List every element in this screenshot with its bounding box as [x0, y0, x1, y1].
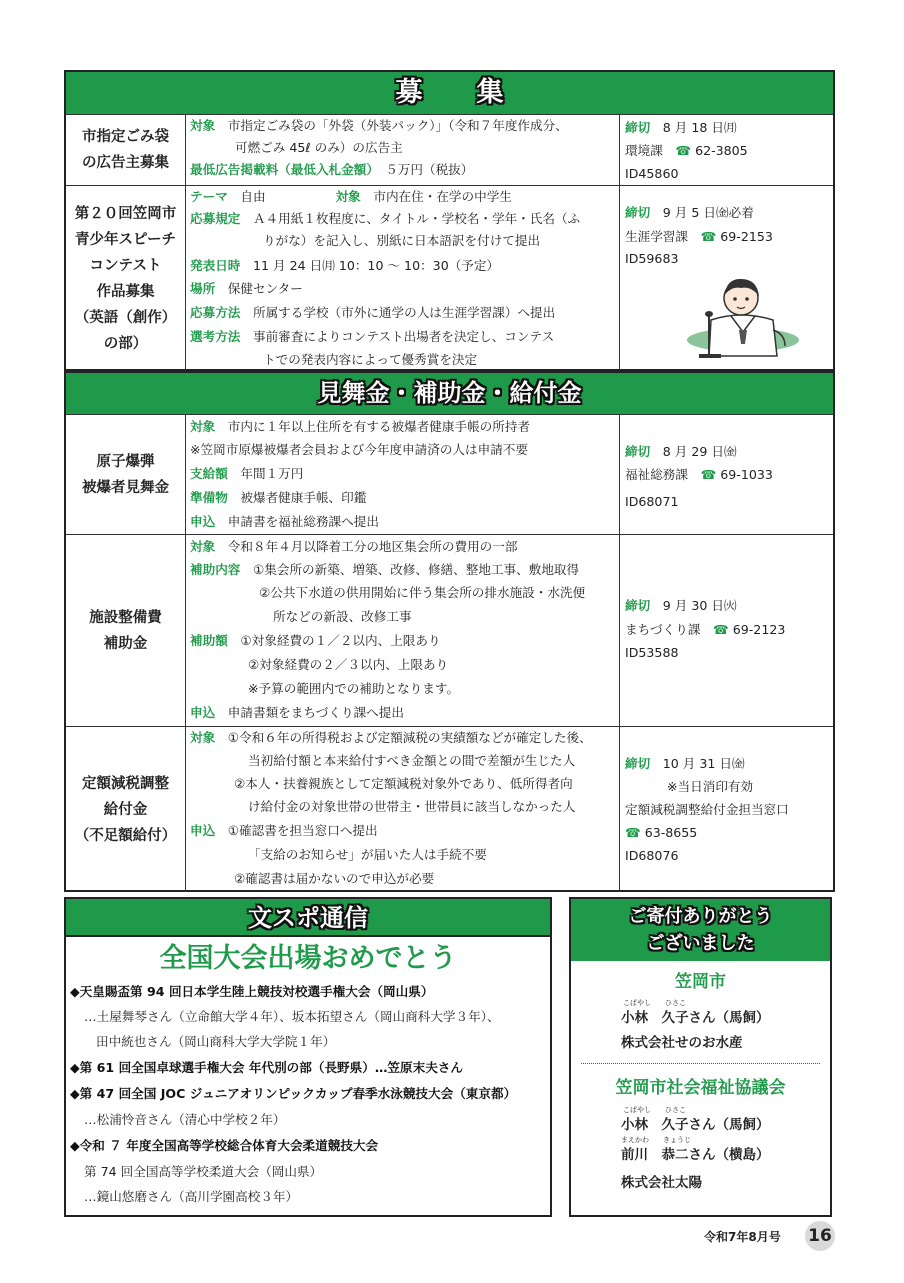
label-rule: 応募規定 [190, 211, 241, 226]
gomi-tel: 62-3805 [695, 143, 748, 158]
donation-divider [581, 1063, 820, 1064]
tax-apply-1: ①確認書を担当窓口へ提出 [227, 823, 378, 838]
sports-event-2: ◆第 61 回全国卓球選手権大会 年代別の部（長野県）…笠原末夫さん [70, 1060, 463, 1075]
gomi-deadline: 8 月 18 日㈪ [662, 120, 737, 135]
donation-title-1: ご寄付ありがとう [628, 906, 773, 927]
sports-event-1-athletes-cont: 田中統也さん（岡山商科大学大学院１年） [96, 1034, 336, 1049]
tax-target-2: ②本人・扶養親族として定額減税対象外であり、低所得者向 [234, 776, 573, 791]
donor-4: 前川 恭二さん（横島） [621, 1147, 770, 1163]
sports-event-4: ◆令和 ７ 年度全国高等学校総合体育大会柔道競技大会 [70, 1138, 379, 1153]
recruit-title: 募 集 [395, 77, 504, 108]
label-deadline: 締切 [625, 444, 651, 459]
sports-title: 文スポ通信 [248, 904, 368, 932]
label-apply: 申込 [190, 705, 216, 720]
speech-deadline: 9 月 5 日㈮必着 [662, 205, 754, 220]
sports-event-3-athlete: …松浦怜音さん（清心中学校２年） [84, 1112, 286, 1127]
label-prep: 準備物 [190, 490, 228, 505]
facility-content-2: ②公共下水道の供用開始に伴う集会所の排水施設・水洗便 [259, 585, 586, 600]
speech-name: 第２０回笠岡市 青少年スピーチ コンテスト 作品募集 （英語（創作） の部） [66, 186, 186, 371]
speech-place: 保健センター [227, 281, 303, 296]
donor-3-ruby: こばやし ひさこ [623, 1106, 686, 1114]
label-theme: テーマ [190, 189, 228, 204]
sports-event-4-sub: 第 74 回全国高等学校柔道大会（岡山県） [84, 1164, 323, 1179]
label-amount: 支給額 [190, 466, 228, 481]
label-select: 選考方法 [190, 329, 241, 344]
tax-target-1: ①令和６年の所得税および定額減税の実績額などが確定した後、 [227, 730, 592, 745]
gomi-target: 市指定ごみ袋の「外袋（外装パック）」（令和７年度作成分、 [227, 118, 568, 133]
issue-label: 令和7年8月号 [704, 1230, 781, 1244]
label-deadline: 締切 [625, 756, 651, 771]
sports-header [66, 899, 550, 937]
label-target: 対象 [335, 189, 361, 204]
phone-icon: ☎ [625, 825, 641, 840]
atomic-target: 市内に１年以上住所を有する被爆者健康手帳の所持者 [227, 419, 531, 434]
donor-1-ruby: こばやし ひさこ [623, 999, 686, 1007]
donor-5: 株式会社太陽 [621, 1175, 702, 1191]
atomic-row [66, 414, 833, 534]
gomi-contact: 環境課 [625, 143, 663, 158]
sports-event-4-athlete: …鏡山悠磨さん（高川学園高校３年） [84, 1189, 299, 1204]
atomic-id: ID68071 [625, 494, 679, 509]
facility-content-3: 所などの新設、改修工事 [273, 609, 412, 624]
atomic-amount: 年間１万円 [240, 466, 304, 481]
donor-3: 小林 久子さん（馬飼） [621, 1117, 770, 1133]
label-apply: 申込 [190, 514, 216, 529]
sports-event-3: ◆第 47 回全国 JOC ジュニアオリンピックカップ春季水泳競技大会（東京都） [70, 1086, 517, 1101]
label-target: 対象 [190, 730, 216, 745]
label-min-fee: 最低広告掲載料（最低入札金額） [190, 162, 373, 177]
label-method: 応募方法 [190, 305, 241, 320]
tax-stamp-note: ※当日消印有効 [667, 779, 754, 794]
gomi-id: ID45860 [625, 166, 679, 181]
atomic-deadline: 8 月 29 日㈮ [662, 444, 737, 459]
donor-1: 小林 久子さん（馬飼） [621, 1010, 770, 1026]
gomi-target-cont: 可燃ごみ 45ℓ のみ）の広告主 [235, 140, 403, 155]
speech-target: 市内在住・在学の中学生 [373, 189, 512, 204]
speech-id: ID59683 [625, 251, 679, 266]
tax-apply-note: 「支給のお知らせ」が届いた人は手続不要 [248, 847, 487, 862]
speech-select-cont: トでの発表内容によって優秀賞を決定 [263, 352, 478, 367]
facility-content-1: ①集会所の新築、増築、改修、修繕、整地工事、敷地取得 [252, 562, 580, 577]
speaker-illustration [681, 272, 801, 364]
gomi-name: 市指定ごみ袋 の広告主募集 [66, 115, 186, 185]
tax-id: ID68076 [625, 848, 679, 863]
facility-tel: 69-2123 [732, 622, 786, 637]
phone-icon: ☎ [675, 143, 692, 158]
facility-id: ID53588 [625, 645, 679, 660]
aid-title: 見舞金・補助金・給付金 [317, 379, 582, 407]
facility-amount-1: ①対象経費の１／２以内、上限あり [240, 633, 441, 648]
label-target: 対象 [190, 539, 216, 554]
atomic-name: 原子爆弾 被爆者見舞金 [66, 415, 186, 534]
tax-tel: 63-8655 [644, 825, 698, 840]
facility-amount-note: ※予算の範囲内での補助となります。 [248, 681, 460, 696]
facility-name: 施設整備費 補助金 [66, 535, 186, 726]
sports-news-box [64, 897, 552, 1217]
phone-icon: ☎ [713, 622, 729, 637]
donation-city: 笠岡市 [675, 972, 726, 992]
donation-header [571, 899, 830, 961]
aid-header [66, 373, 833, 414]
sports-subtitle: 全国大会出場おめでとう [159, 943, 457, 974]
speech-tel: 69-2153 [720, 229, 773, 244]
facility-contact: まちづくり課 [625, 622, 701, 637]
tax-target-1-cont: 当初給付額と本来給付すべき金額との間で差額が生じた人 [248, 753, 576, 768]
facility-amount-2: ②対象経費の２／３以内、上限あり [248, 657, 449, 672]
speech-select: 事前審査によりコンテスト出場者を決定し、コンテス [252, 329, 555, 344]
phone-icon: ☎ [700, 467, 717, 482]
label-content: 補助内容 [190, 562, 241, 577]
donation-title-2: ございました [646, 933, 755, 954]
gomi-min-fee: ５万円（税抜） [385, 162, 474, 177]
label-place: 場所 [190, 281, 216, 296]
label-deadline: 締切 [625, 120, 651, 135]
recruit-section [64, 70, 835, 371]
atomic-note: ※笠岡市原爆被爆者会員および今年度申請済の人は申請不要 [190, 442, 528, 457]
donor-2: 株式会社せのお水産 [621, 1035, 743, 1051]
aid-section [64, 371, 835, 892]
label-amount: 補助額 [190, 633, 228, 648]
speech-rule-cont: りがな）を記入し、別紙に日本語訳を付けて提出 [263, 233, 541, 248]
facility-apply: 申請書類をまちづくり課へ提出 [227, 705, 404, 720]
facility-target: 令和８年４月以降着工分の地区集会所の費用の一部 [227, 539, 518, 554]
atomic-tel: 69-1033 [720, 467, 773, 482]
tax-apply-2: ②確認書は届かないので申込が必要 [234, 871, 435, 886]
speech-date: 11 月 24 日㈪ 10：10 ～ 10：30（予定） [252, 258, 500, 273]
facility-row [66, 534, 833, 726]
atomic-apply: 申請書を福祉総務課へ提出 [227, 514, 379, 529]
speech-rule: Ａ４用紙１枚程度に、タイトル・学校名・学年・氏名（ふ [252, 211, 581, 226]
speech-row [66, 185, 833, 371]
label-apply: 申込 [190, 823, 216, 838]
sports-event-1: ◆天皇賜盃第 94 回日本学生陸上競技対校選手権大会（岡山県） [70, 984, 434, 999]
label-deadline: 締切 [625, 205, 651, 220]
tax-deadline: 10 月 31 日㈮ [662, 756, 745, 771]
donation-council: 笠岡市社会福祉協議会 [615, 1078, 786, 1098]
speech-theme: 自由 [240, 189, 266, 204]
speech-method: 所属する学校（市外に通学の人は生涯学習課）へ提出 [252, 305, 556, 320]
donation-box [569, 897, 832, 1217]
tax-row [66, 726, 833, 892]
phone-icon: ☎ [700, 229, 717, 244]
atomic-prep: 被爆者健康手帳、印鑑 [240, 490, 367, 505]
gomi-row [66, 114, 833, 185]
label-deadline: 締切 [625, 598, 651, 613]
tax-contact: 定額減税調整給付金担当窓口 [625, 802, 789, 817]
sports-event-1-athletes: …土屋舞琴さん（立命館大学４年）、坂本拓望さん（岡山商科大学３年）、 [84, 1009, 500, 1024]
tax-name: 定額減税調整 給付金 （不足額給付） [66, 727, 186, 892]
donor-4-ruby: まえかわ きょうじ [621, 1136, 691, 1144]
label-target: 対象 [190, 118, 216, 133]
speech-contact: 生涯学習課 [625, 229, 688, 244]
label-date: 発表日時 [190, 258, 241, 273]
recruit-header [66, 72, 833, 114]
page-number: 16 [805, 1221, 835, 1251]
tax-target-2-cont: け給付金の対象世帯の世帯主・世帯員に該当しなかった人 [248, 799, 576, 814]
atomic-contact: 福祉総務課 [625, 467, 688, 482]
label-target: 対象 [190, 419, 216, 434]
facility-deadline: 9 月 30 日㈫ [662, 598, 737, 613]
